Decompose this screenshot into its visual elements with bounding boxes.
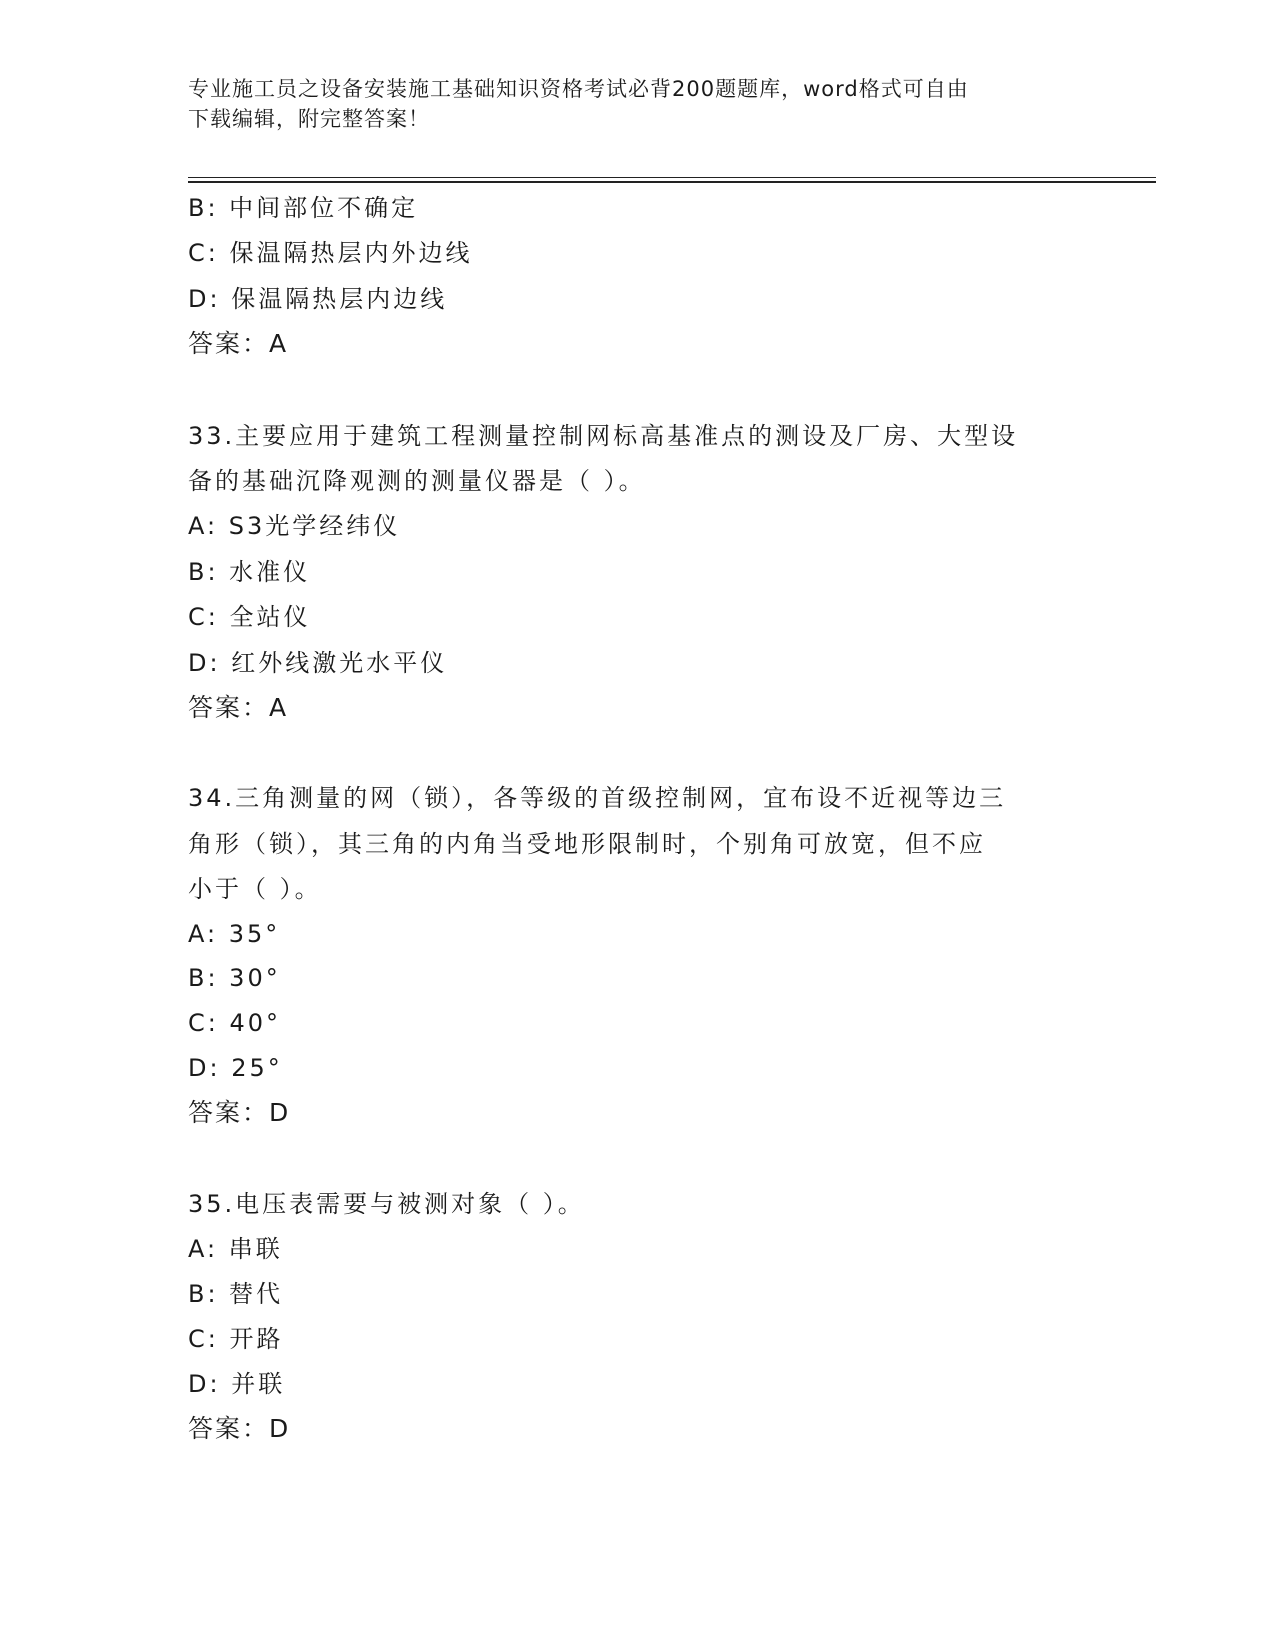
question-35-stem-line-1: 35.电压表需要与被测对象（ ）。 [188,1190,585,1218]
question-35-answer: 答案：D [188,1414,291,1443]
question-33-option-a: A: S3光学经纬仪 [188,512,401,540]
option-c: C: 保温隔热层内外边线 [188,239,473,267]
question-33-answer: 答案：A [188,693,289,722]
question-34-option-a: A: 35° [188,920,281,948]
document-header [188,74,1088,134]
question-35-option-d: D: 并联 [188,1370,286,1398]
question-34-answer: 答案：D [188,1098,291,1127]
question-35-option-b: B: 替代 [188,1280,284,1308]
question-33-option-d: D: 红外线激光水平仪 [188,649,448,677]
header-divider-thick [188,181,1156,183]
header-line-2: 下载编辑，附完整答案！ [188,107,430,131]
question-33-option-c: C: 全站仪 [188,603,311,631]
option-d: D: 保温隔热层内边线 [188,285,448,313]
answer-line: 答案：A [188,329,289,358]
question-34-option-b: B: 30° [188,964,281,992]
question-33-option-b: B: 水准仪 [188,558,311,586]
question-34-option-d: D: 25° [188,1054,283,1082]
question-34-stem-line-2: 角形（锁），其三角的内角当受地形限制时，个别角可放宽，但不应 [188,830,986,858]
header-line-1: 专业施工员之设备安装施工基础知识资格考试必背200题题库，word格式可自由 [188,77,969,101]
option-b: B: 中间部位不确定 [188,194,419,222]
question-33-stem-line-1: 33.主要应用于建筑工程测量控制网标高基准点的测设及厂房、大型设 [188,422,1019,450]
question-33-stem-line-2: 备的基础沉降观测的测量仪器是（ ）。 [188,467,646,495]
question-34-stem-line-1: 34.三角测量的网（锁），各等级的首级控制网，宜布设不近视等边三 [188,784,1007,812]
question-35-option-c: C: 开路 [188,1325,284,1353]
question-35-option-a: A: 串联 [188,1235,283,1263]
question-34-option-c: C: 40° [188,1009,282,1037]
question-34-stem-line-3: 小于（ ）。 [188,875,322,903]
header-divider-thin [188,177,1156,178]
